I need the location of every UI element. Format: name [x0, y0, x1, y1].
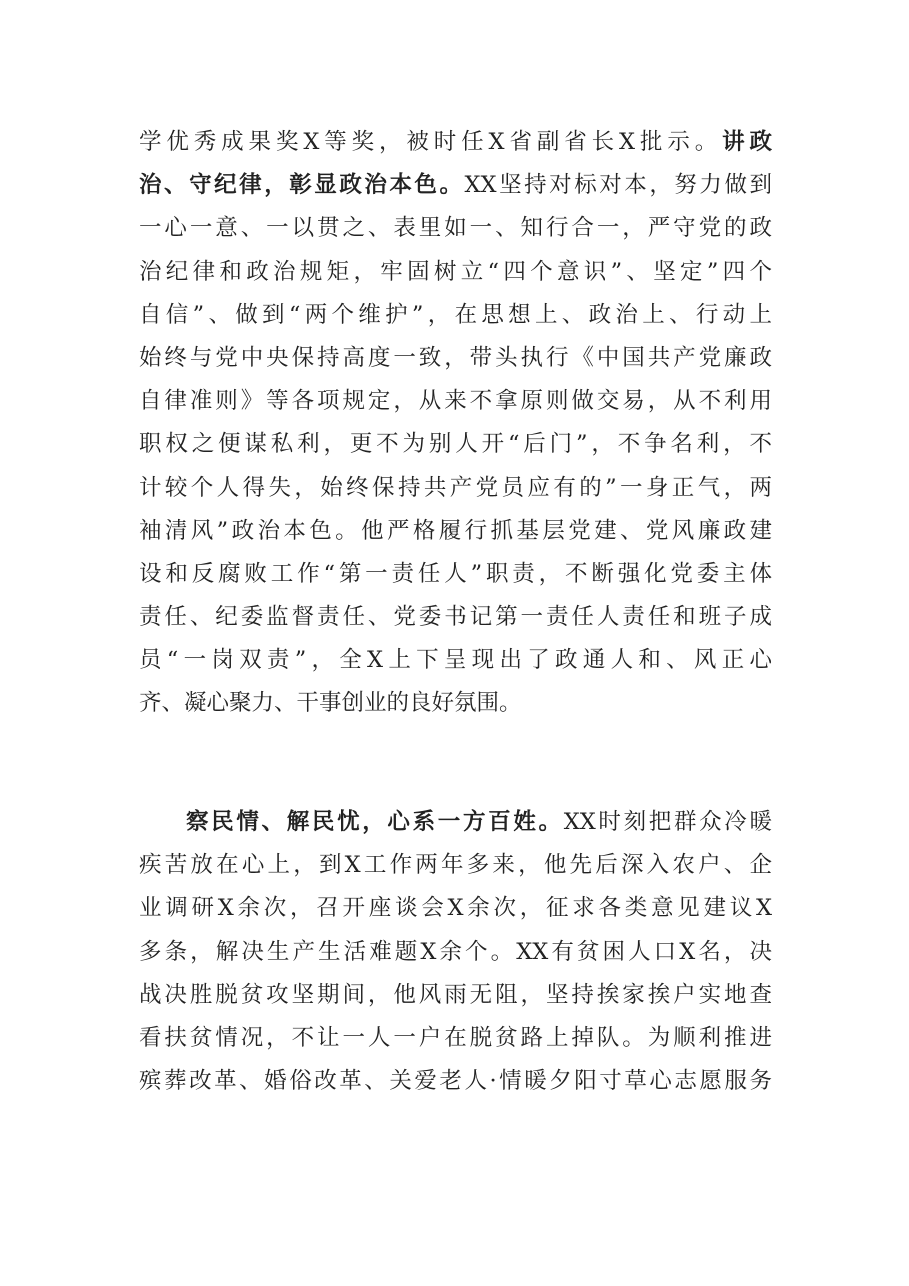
text-line: 责任、纪委监督责任、党委书记第一责任人责任和班子成 — [139, 604, 772, 631]
text-line: 殡葬改革、婚俗改革、关爱老人·情暖夕阳寸草心志愿服务 — [139, 1068, 772, 1095]
text-line: 齐、凝心聚力、干事创业的良好氛围。 — [139, 690, 522, 717]
bold-heading: 讲政 — [722, 129, 772, 155]
text-line: 员“一岗双责”，全X上下呈现出了政通人和、风正心 — [139, 647, 772, 674]
text-line: 疾苦放在心上，到X工作两年多来，他先后深入农户、企 — [139, 852, 772, 879]
text-line: 始终与党中央保持高度一致，带头执行《中国共产党廉政 — [139, 344, 772, 371]
text-line: 自律准则》等各项规定，从来不拿原则做交易，从不利用 — [139, 388, 772, 415]
text-line: 看扶贫情况，不让一人一户在脱贫路上掉队。为顺利推进 — [139, 1024, 772, 1051]
bold-heading: 察民情、解民忧，心系一方百姓。 — [186, 809, 564, 835]
text-line: 多条，解决生产生活难题X余个。XX有贫困人口X名，决 — [139, 938, 772, 965]
paragraph-people — [139, 801, 772, 1103]
text-line: 业调研X余次，召开座谈会X余次，征求各类意见建议X — [139, 895, 772, 922]
text-line: 学优秀成果奖X等奖，被时任X省副省长X批示。讲政 — [139, 129, 772, 155]
text-line: 战决胜脱贫攻坚期间，他风雨无阻，坚持挨家挨户实地查 — [139, 981, 772, 1008]
text-line: 治纪律和政治规矩，牢固树立“四个意识”、坚定”四个 — [139, 258, 772, 285]
text-line: 治、守纪律，彰显政治本色。XX坚持对标对本，努力做到 — [139, 172, 772, 199]
paragraph-discipline — [139, 121, 772, 726]
text-line: 袖清风”政治本色。他严格履行抓基层党建、党风廉政建 — [139, 517, 772, 544]
bold-heading: 治、守纪律，彰显政治本色。 — [139, 172, 465, 199]
text-line: 察民情、解民忧，心系一方百姓。XX时刻把群众冷暖 — [186, 809, 772, 835]
text-line: 一心一意、一以贯之、表里如一、知行合一，严守党的政 — [139, 215, 772, 242]
text-line: 职权之便谋私利，更不为别人开“后门”，不争名利，不 — [139, 431, 772, 458]
text-line: 设和反腐败工作“第一责任人”职责，不断强化党委主体 — [139, 560, 772, 587]
text-line: 计较个人得失，始终保持共产党员应有的”一身正气，两 — [139, 474, 772, 501]
text-line: 自信”、做到“两个维护”，在思想上、政治上、行动上 — [139, 301, 772, 328]
